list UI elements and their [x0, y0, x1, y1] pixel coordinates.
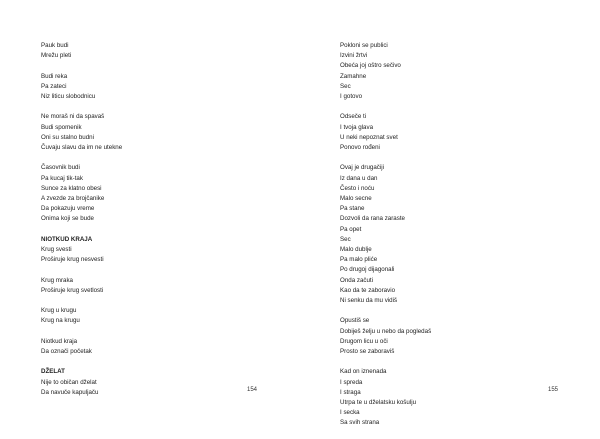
verse-line: Niotkud kraja: [41, 337, 78, 345]
verse-line: Odseče ti: [340, 113, 367, 121]
verse-line: Utrpa te u dželatsku košulju: [340, 399, 417, 407]
verse-line: I straga: [340, 388, 361, 396]
verse-line: Oni su stalno budni: [41, 133, 94, 141]
stanza: [340, 316, 560, 357]
verse-line: Budi reka: [41, 72, 68, 80]
verse-line: Iz dana u dan: [340, 174, 378, 182]
verse-line: A zvezde za brojčanike: [41, 195, 105, 202]
stanza: [340, 41, 560, 102]
verse-line: U neki nepoznat svet: [340, 133, 398, 141]
stanza: [41, 245, 261, 265]
stanza: [41, 72, 261, 103]
verse-line: Opustiš se: [340, 317, 370, 325]
verse-line: Ne moraš ni da spavaš: [41, 113, 105, 121]
verse-line: I tvoja glava: [340, 123, 374, 131]
stanza: [41, 378, 261, 398]
verse-line: Čuvaju slavu da im ne utekne: [41, 144, 123, 151]
verse-line: Onda začuti: [340, 276, 374, 284]
stanza: [41, 112, 261, 153]
verse-line: Budi spomenik: [41, 123, 82, 131]
verse-line: Proširuje krug nesvesti: [41, 256, 104, 264]
stanza: [41, 163, 261, 224]
verse-line: Krug svesti: [41, 246, 72, 253]
right-page-text: [340, 41, 560, 439]
verse-line: Pauk budi: [41, 42, 69, 49]
verse-line: Dobiješ želju u nebo da pogledaš: [340, 327, 432, 335]
verse-line: Da navuče kapuljaču: [41, 388, 99, 396]
verse-line: Pa stane: [340, 205, 365, 213]
stanza: [340, 163, 560, 306]
verse-line: Često i noću: [340, 184, 375, 192]
verse-line: Kao da te zaboravio: [340, 286, 396, 294]
verse-line: Malo dublje: [340, 246, 372, 254]
verse-line: Da pokazuju vreme: [41, 205, 95, 213]
verse-line: Časovnik budi: [41, 164, 80, 172]
verse-line: Onima koji se bude: [41, 215, 94, 223]
left-page-text: [41, 41, 261, 408]
verse-line: Sa svih strana: [340, 419, 380, 427]
verse-line: Kad on iznenada: [340, 368, 387, 376]
verse-line: Malo secne: [340, 195, 372, 203]
verse-line: Pa malo pliće: [340, 256, 378, 264]
stanza: [41, 276, 261, 296]
verse-line: Sec: [340, 82, 351, 90]
verse-line: Pa opet: [340, 225, 362, 233]
stanza: [41, 41, 261, 61]
right-page-number: 155: [548, 387, 559, 393]
verse-line: Ponovo rođeni: [340, 144, 380, 152]
verse-line: Krug u krugu: [41, 307, 77, 315]
verse-line: I secka: [340, 409, 360, 417]
stanza: [340, 367, 560, 428]
verse-line: Obeća joj oštro sečivo: [340, 62, 401, 70]
left-page: [0, 0, 300, 423]
verse-line: Sunce za klatno obesi: [41, 184, 102, 192]
stanza: [340, 112, 560, 153]
verse-line: Nije to običan dželat: [41, 378, 97, 386]
verse-line: I gotovo: [340, 93, 363, 101]
verse-line: Ovaj je drugačiji: [340, 164, 385, 172]
verse-line: Dozvoli da rana zaraste: [340, 215, 406, 223]
verse-line: Pa kucaj tik-tak: [41, 174, 83, 182]
verse-line: Da označi početak: [41, 347, 92, 355]
verse-line: Sec: [340, 235, 351, 243]
poem-title: NIOTKUD KRAJA: [41, 235, 93, 243]
poem-title: DŽELAT: [41, 368, 65, 376]
verse-line: Ni senku da mu vidiš: [340, 297, 398, 305]
left-page-number: 154: [247, 387, 258, 393]
verse-line: Proširuje krug svetlosti: [41, 286, 104, 294]
verse-line: Drugom licu u oči: [340, 337, 388, 345]
verse-line: Mrežu pleti: [41, 52, 72, 60]
verse-line: I spreda: [340, 378, 363, 386]
stanza: [41, 306, 261, 326]
verse-line: Krug na krugu: [41, 317, 80, 325]
verse-line: Pokloni se publici: [340, 42, 388, 49]
right-page: [300, 0, 600, 427]
verse-line: Po drugoj dijagonali: [340, 266, 395, 274]
verse-line: Krug mraka: [41, 276, 73, 284]
verse-line: Zamahne: [340, 72, 367, 80]
verse-line: Prosto se zaboraviš: [340, 348, 395, 356]
verse-line: Izvini žrtvi: [340, 52, 368, 60]
verse-line: Pa zateci: [41, 82, 67, 90]
stanza: [41, 337, 261, 357]
verse-line: Niz liticu slobodnicu: [41, 93, 96, 100]
